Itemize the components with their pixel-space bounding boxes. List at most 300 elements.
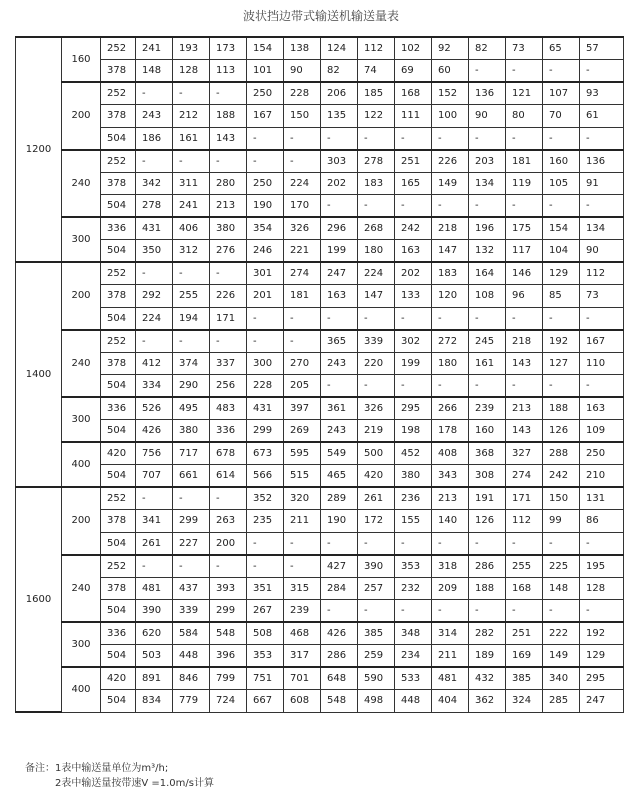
value-cell: -	[506, 307, 543, 330]
value-cell: 431	[136, 217, 173, 240]
row-code-cell: 378	[101, 172, 136, 195]
table-row	[16, 330, 624, 353]
value-cell: -	[173, 487, 210, 510]
value-cell: 255	[506, 555, 543, 578]
value-cell: 164	[469, 262, 506, 285]
value-cell: -	[358, 195, 395, 218]
value-cell: -	[358, 307, 395, 330]
table-row	[16, 285, 624, 308]
value-cell: 140	[432, 510, 469, 533]
value-cell: 136	[469, 82, 506, 105]
row-code-cell: 420	[101, 667, 136, 690]
value-cell: 210	[580, 465, 624, 488]
value-cell: 751	[247, 667, 284, 690]
value-cell: -	[469, 600, 506, 623]
value-cell: 194	[173, 307, 210, 330]
value-cell: 119	[506, 172, 543, 195]
table-row	[16, 442, 624, 465]
sidewall-height-cell: 200	[62, 487, 101, 555]
value-cell: 667	[247, 690, 284, 713]
value-cell: 138	[284, 37, 321, 60]
value-cell: 129	[580, 645, 624, 668]
row-code-cell: 336	[101, 217, 136, 240]
table-row	[16, 127, 624, 150]
table-title: 波状挡边带式输送机输送量表	[242, 9, 399, 23]
value-cell: 169	[506, 645, 543, 668]
value-cell: 412	[136, 352, 173, 375]
row-code-cell: 504	[101, 307, 136, 330]
value-cell: 85	[543, 285, 580, 308]
value-cell: 288	[543, 442, 580, 465]
value-cell: 143	[210, 127, 247, 150]
value-cell: 236	[395, 487, 432, 510]
table-row	[16, 420, 624, 443]
value-cell: 431	[247, 397, 284, 420]
value-cell: 126	[543, 420, 580, 443]
value-cell: -	[395, 195, 432, 218]
value-cell: 110	[580, 352, 624, 375]
value-cell: 108	[469, 285, 506, 308]
value-cell: 448	[395, 690, 432, 713]
value-cell: -	[506, 532, 543, 555]
value-cell: -	[358, 600, 395, 623]
value-cell: 548	[210, 622, 247, 645]
value-cell: -	[580, 532, 624, 555]
value-cell: -	[469, 307, 506, 330]
value-cell: 190	[321, 510, 358, 533]
value-cell: 284	[321, 577, 358, 600]
value-cell: 648	[321, 667, 358, 690]
value-cell: -	[580, 195, 624, 218]
value-cell: -	[580, 375, 624, 398]
row-code-cell: 252	[101, 262, 136, 285]
value-cell: -	[469, 60, 506, 83]
value-cell: 408	[432, 442, 469, 465]
value-cell: -	[210, 555, 247, 578]
value-cell: -	[580, 600, 624, 623]
value-cell: 220	[358, 352, 395, 375]
value-cell: -	[395, 375, 432, 398]
value-cell: 343	[432, 465, 469, 488]
value-cell: -	[136, 262, 173, 285]
value-cell: 239	[284, 600, 321, 623]
value-cell: 339	[358, 330, 395, 353]
value-cell: -	[543, 375, 580, 398]
value-cell: 201	[247, 285, 284, 308]
value-cell: -	[432, 127, 469, 150]
value-cell: -	[173, 82, 210, 105]
value-cell: 161	[173, 127, 210, 150]
value-cell: 533	[395, 667, 432, 690]
value-cell: -	[506, 375, 543, 398]
value-cell: -	[395, 532, 432, 555]
value-cell: -	[136, 330, 173, 353]
value-cell: 302	[395, 330, 432, 353]
value-cell: -	[543, 60, 580, 83]
value-cell: 250	[580, 442, 624, 465]
value-cell: 339	[173, 600, 210, 623]
value-cell: -	[469, 127, 506, 150]
notes-label: 备注：	[25, 763, 55, 774]
value-cell: -	[506, 195, 543, 218]
table-row	[16, 397, 624, 420]
value-cell: 590	[358, 667, 395, 690]
value-cell: 301	[247, 262, 284, 285]
row-code-cell: 420	[101, 442, 136, 465]
value-cell: -	[284, 150, 321, 173]
value-cell: 256	[210, 375, 247, 398]
value-cell: 191	[469, 487, 506, 510]
value-cell: -	[469, 375, 506, 398]
value-cell: 143	[506, 420, 543, 443]
value-cell: 192	[543, 330, 580, 353]
value-cell: 188	[469, 577, 506, 600]
value-cell: 235	[247, 510, 284, 533]
value-cell: 276	[210, 240, 247, 263]
value-cell: 129	[543, 262, 580, 285]
value-cell: 498	[358, 690, 395, 713]
value-cell: 150	[543, 487, 580, 510]
value-cell: 134	[580, 217, 624, 240]
value-cell: -	[543, 307, 580, 330]
value-cell: 299	[247, 420, 284, 443]
value-cell: 209	[432, 577, 469, 600]
value-cell: 148	[136, 60, 173, 83]
value-cell: 374	[173, 352, 210, 375]
value-cell: 149	[432, 172, 469, 195]
value-cell: 437	[173, 577, 210, 600]
value-cell: -	[321, 127, 358, 150]
value-cell: 212	[173, 105, 210, 128]
value-cell: 846	[173, 667, 210, 690]
value-cell: 278	[136, 195, 173, 218]
row-code-cell: 336	[101, 397, 136, 420]
value-cell: 160	[543, 150, 580, 173]
value-cell: 221	[284, 240, 321, 263]
value-cell: -	[543, 532, 580, 555]
value-cell: 300	[247, 352, 284, 375]
value-cell: 251	[506, 622, 543, 645]
value-cell: 154	[543, 217, 580, 240]
table-row	[16, 532, 624, 555]
value-cell: 82	[469, 37, 506, 60]
value-cell: -	[284, 307, 321, 330]
value-cell: 427	[321, 555, 358, 578]
value-cell: 224	[284, 172, 321, 195]
value-cell: -	[136, 555, 173, 578]
value-cell: 353	[247, 645, 284, 668]
value-cell: 352	[247, 487, 284, 510]
value-cell: 526	[136, 397, 173, 420]
value-cell: -	[284, 127, 321, 150]
value-cell: 707	[136, 465, 173, 488]
row-code-cell: 504	[101, 600, 136, 623]
value-cell: 228	[284, 82, 321, 105]
value-cell: 465	[321, 465, 358, 488]
value-cell: -	[321, 600, 358, 623]
value-cell: 180	[358, 240, 395, 263]
value-cell: 172	[358, 510, 395, 533]
value-cell: 481	[432, 667, 469, 690]
table-row	[16, 487, 624, 510]
value-cell: 295	[580, 667, 624, 690]
table-row	[16, 465, 624, 488]
sidewall-height-cell: 200	[62, 82, 101, 150]
value-cell: 232	[395, 577, 432, 600]
sidewall-height-cell: 300	[62, 217, 101, 262]
value-cell: 73	[580, 285, 624, 308]
row-code-cell: 252	[101, 330, 136, 353]
sidewall-height-cell: 300	[62, 622, 101, 667]
value-cell: 124	[321, 37, 358, 60]
value-cell: 199	[395, 352, 432, 375]
value-cell: 120	[432, 285, 469, 308]
row-code-cell: 252	[101, 150, 136, 173]
value-cell: 308	[469, 465, 506, 488]
value-cell: 234	[395, 645, 432, 668]
value-cell: 206	[321, 82, 358, 105]
row-code-cell: 504	[101, 532, 136, 555]
value-cell: -	[247, 555, 284, 578]
value-cell: 154	[247, 37, 284, 60]
value-cell: 495	[173, 397, 210, 420]
value-cell: 112	[506, 510, 543, 533]
value-cell: -	[432, 195, 469, 218]
note-line-2: 2表中输送量按带速V =1.0m/s计算	[55, 778, 214, 789]
value-cell: 219	[358, 420, 395, 443]
value-cell: 73	[506, 37, 543, 60]
row-code-cell: 504	[101, 645, 136, 668]
value-cell: 70	[543, 105, 580, 128]
value-cell: 242	[543, 465, 580, 488]
value-cell: 93	[580, 82, 624, 105]
value-cell: 350	[136, 240, 173, 263]
table-row	[16, 600, 624, 623]
value-cell: -	[136, 82, 173, 105]
value-cell: 183	[358, 172, 395, 195]
belt-width-cell: 1200	[16, 37, 62, 262]
value-cell: 242	[395, 217, 432, 240]
table-row	[16, 172, 624, 195]
value-cell: 163	[321, 285, 358, 308]
sidewall-height-cell: 160	[62, 37, 101, 82]
value-cell: 74	[358, 60, 395, 83]
row-code-cell: 504	[101, 465, 136, 488]
value-cell: 420	[358, 465, 395, 488]
value-cell: 239	[469, 397, 506, 420]
table-row	[16, 577, 624, 600]
row-code-cell: 504	[101, 240, 136, 263]
table-row	[16, 690, 624, 713]
value-cell: 406	[173, 217, 210, 240]
table-row	[16, 150, 624, 173]
value-cell: 150	[284, 105, 321, 128]
value-cell: 468	[284, 622, 321, 645]
value-cell: 227	[173, 532, 210, 555]
value-cell: 143	[506, 352, 543, 375]
value-cell: 834	[136, 690, 173, 713]
value-cell: 178	[432, 420, 469, 443]
value-cell: 90	[284, 60, 321, 83]
value-cell: -	[432, 375, 469, 398]
value-cell: 385	[358, 622, 395, 645]
value-cell: 270	[284, 352, 321, 375]
value-cell: 326	[284, 217, 321, 240]
value-cell: -	[173, 150, 210, 173]
value-cell: 315	[284, 577, 321, 600]
value-cell: 168	[395, 82, 432, 105]
value-cell: 317	[284, 645, 321, 668]
value-cell: 334	[136, 375, 173, 398]
value-cell: -	[506, 60, 543, 83]
sidewall-height-cell: 200	[62, 262, 101, 330]
value-cell: 148	[543, 577, 580, 600]
value-cell: 243	[136, 105, 173, 128]
value-cell: 200	[210, 532, 247, 555]
value-cell: 152	[432, 82, 469, 105]
value-cell: 336	[210, 420, 247, 443]
sidewall-height-cell: 240	[62, 330, 101, 398]
value-cell: 80	[506, 105, 543, 128]
row-code-cell: 378	[101, 510, 136, 533]
value-cell: -	[210, 150, 247, 173]
value-cell: 218	[506, 330, 543, 353]
value-cell: -	[321, 375, 358, 398]
value-cell: 213	[506, 397, 543, 420]
value-cell: 126	[469, 510, 506, 533]
table-row	[16, 240, 624, 263]
note-line-1: 备注：1表中输送量单位为m³/h;	[25, 763, 169, 774]
value-cell: 226	[210, 285, 247, 308]
row-code-cell: 378	[101, 352, 136, 375]
value-cell: 247	[321, 262, 358, 285]
value-cell: -	[173, 262, 210, 285]
value-cell: -	[247, 532, 284, 555]
value-cell: 107	[543, 82, 580, 105]
row-code-cell: 504	[101, 690, 136, 713]
value-cell: 380	[395, 465, 432, 488]
value-cell: 180	[432, 352, 469, 375]
row-code-cell: 378	[101, 60, 136, 83]
row-code-cell: 504	[101, 375, 136, 398]
value-cell: -	[469, 195, 506, 218]
value-cell: 241	[136, 37, 173, 60]
value-cell: -	[358, 127, 395, 150]
value-cell: 303	[321, 150, 358, 173]
value-cell: -	[395, 127, 432, 150]
value-cell: 272	[432, 330, 469, 353]
value-cell: -	[580, 60, 624, 83]
value-cell: 131	[580, 487, 624, 510]
value-cell: 149	[543, 645, 580, 668]
value-cell: 247	[580, 690, 624, 713]
value-cell: 361	[321, 397, 358, 420]
value-cell: 566	[247, 465, 284, 488]
value-cell: 268	[358, 217, 395, 240]
value-cell: 69	[395, 60, 432, 83]
value-cell: 202	[321, 172, 358, 195]
row-code-cell: 252	[101, 555, 136, 578]
value-cell: 181	[284, 285, 321, 308]
value-cell: 175	[506, 217, 543, 240]
value-cell: 500	[358, 442, 395, 465]
value-cell: -	[432, 307, 469, 330]
value-cell: 111	[395, 105, 432, 128]
value-cell: 173	[210, 37, 247, 60]
value-cell: 222	[543, 622, 580, 645]
value-cell: -	[543, 600, 580, 623]
value-cell: 353	[395, 555, 432, 578]
value-cell: 620	[136, 622, 173, 645]
value-cell: 286	[469, 555, 506, 578]
value-cell: 312	[173, 240, 210, 263]
value-cell: 608	[284, 690, 321, 713]
value-cell: 282	[469, 622, 506, 645]
value-cell: 326	[358, 397, 395, 420]
row-code-cell: 336	[101, 622, 136, 645]
value-cell: 891	[136, 667, 173, 690]
value-cell: 100	[432, 105, 469, 128]
table-row	[16, 307, 624, 330]
value-cell: 351	[247, 577, 284, 600]
value-cell: -	[173, 330, 210, 353]
value-cell: 292	[136, 285, 173, 308]
value-cell: 448	[173, 645, 210, 668]
value-cell: 127	[543, 352, 580, 375]
value-cell: 61	[580, 105, 624, 128]
row-code-cell: 252	[101, 82, 136, 105]
value-cell: 432	[469, 667, 506, 690]
table-row	[16, 82, 624, 105]
value-cell: 202	[395, 262, 432, 285]
value-cell: 280	[210, 172, 247, 195]
value-cell: 278	[358, 150, 395, 173]
value-cell: 113	[210, 60, 247, 83]
value-cell: -	[247, 330, 284, 353]
value-cell: 109	[580, 420, 624, 443]
value-cell: 717	[173, 442, 210, 465]
value-cell: 779	[173, 690, 210, 713]
table-row	[16, 105, 624, 128]
value-cell: 426	[136, 420, 173, 443]
value-cell: 404	[432, 690, 469, 713]
table-row	[16, 262, 624, 285]
value-cell: -	[395, 600, 432, 623]
value-cell: 82	[321, 60, 358, 83]
value-cell: 128	[173, 60, 210, 83]
value-cell: 327	[506, 442, 543, 465]
row-code-cell: 378	[101, 285, 136, 308]
value-cell: 161	[469, 352, 506, 375]
value-cell: 241	[173, 195, 210, 218]
value-cell: 188	[543, 397, 580, 420]
value-cell: -	[580, 127, 624, 150]
value-cell: -	[247, 307, 284, 330]
value-cell: 286	[321, 645, 358, 668]
table-row	[16, 60, 624, 83]
belt-width-cell: 1600	[16, 487, 62, 712]
value-cell: 483	[210, 397, 247, 420]
value-cell: -	[358, 375, 395, 398]
value-cell: 261	[136, 532, 173, 555]
value-cell: 112	[358, 37, 395, 60]
value-cell: 245	[469, 330, 506, 353]
value-cell: 314	[432, 622, 469, 645]
value-cell: 185	[358, 82, 395, 105]
value-cell: -	[284, 330, 321, 353]
value-cell: 147	[432, 240, 469, 263]
value-cell: -	[210, 330, 247, 353]
